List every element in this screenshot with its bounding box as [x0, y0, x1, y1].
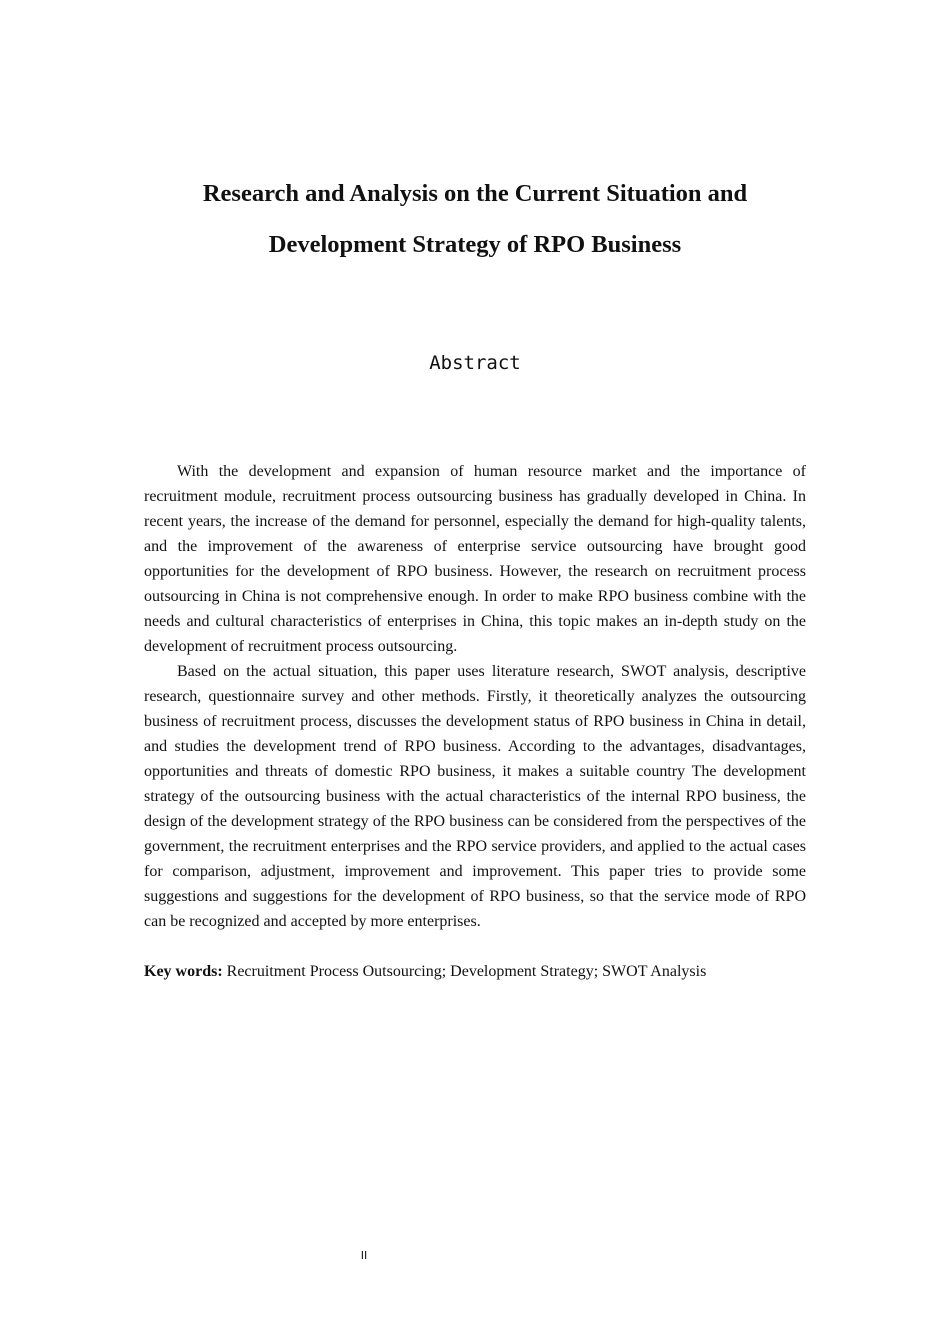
- title-line-2: Development Strategy of RPO Business: [268, 231, 682, 258]
- document-title: [144, 168, 806, 270]
- page-number: II: [360, 1249, 368, 1262]
- keywords-text: Recruitment Process Outsourcing; Development Strategy; SWOT Analysis: [222, 963, 707, 980]
- abstract-paragraph-1: With the development and expansion of human resource market and the importance of recruitment module, recruitment process outsourcing business has gradually developed in China. In recent years, the increase of the demand for personnel, especially the demand for high-quality talents, and the improvement of the awareness of enterprise service outsourcing have brought good opportunities for the development of RPO business. However, the research on recruitment process outsourcing in China is not comprehensive enough. In order to make RPO business combine with the needs and cultural characteristics of enterprises in China, this topic makes an in-depth study on the development of recruitment process outsourcing.: [144, 463, 806, 655]
- abstract-paragraph-2: Based on the actual situation, this paper uses literature research, SWOT analysis, descriptive research, questionnaire survey and other methods. Firstly, it theoretically analyzes the outsourcing business of recruitment process, discusses the development status of RPO business in China in detail, and studies the development trend of RPO business. According to the advantages, disadvantages, opportunities and threats of domestic RPO business, it makes a suitable country The development strategy of the outsourcing business with the actual characteristics of the internal RPO business, the design of the development strategy of the RPO business can be considered from the perspectives of the government, the recruitment enterprises and the RPO service providers, and applied to the actual cases for comparison, adjustment, improvement and improvement. This paper tries to provide some suggestions and suggestions for the development of RPO business, so that the service mode of RPO can be recognized and accepted by more enterprises.: [144, 663, 806, 930]
- title-line-1: Research and Analysis on the Current Situation and: [202, 180, 748, 207]
- abstract-body: [144, 459, 806, 984]
- keywords-label: Key words:: [144, 963, 223, 980]
- keywords-line: [144, 959, 806, 984]
- abstract-heading: Abstract: [429, 352, 521, 374]
